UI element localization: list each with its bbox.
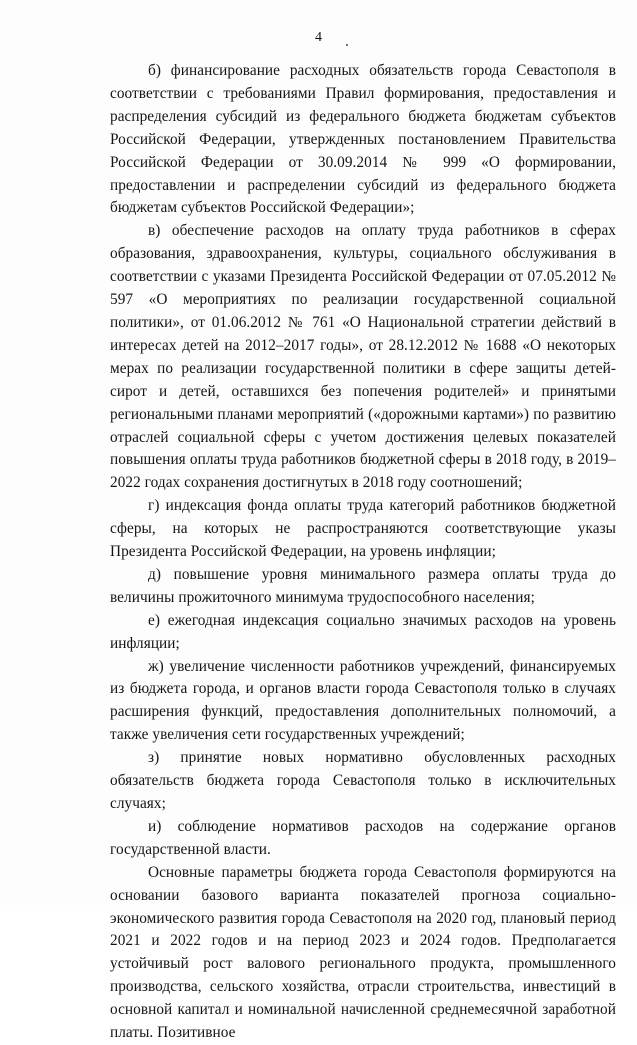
paragraph-main-parameters: Основные параметры бюджета города Севастополя формируются на основании базового варианта показателей прогноза социально-экономического развития города Севастополя на 2020 год, плановый период 2021 и 2022 годов и на период 2023 и 2024 годов. Предполагается устойчивый рост валового регионального продукта, промышленного производства, сельского хозяйства, отрасли строительства, инвестиций в основной капитал и номинальной начисленной среднемесячной заработной платы. Позитивное	[110, 863, 616, 1042]
paragraph-d: д) повышение уровня минимального размера оплаты труда до величины прожиточного минимума трудоспособного населения;	[110, 565, 616, 606]
document-body	[110, 60, 616, 1045]
paragraph-g: г) индексация фонда оплаты труда категорий работников бюджетной сферы, на которых не распространяются соответствующие указы Президента Российской Федерации, на уровень инфляции;	[110, 497, 616, 561]
page-number: 4	[315, 30, 322, 45]
paragraph-v: в) обеспечение расходов на оплату труда работников в сферах образования, здравоохранения, культуры, социального обслуживания в соответствии с указами Президента Российской Федерации от 07.05.2012 № 597 «О мероприятиях по реализации государственной социальной политики», от 01.06.2012 № 761 «О Национальной стратегии действий в интересах детей на 2012–2017 годы», от 28.12.2012 № 1688 «О некоторых мерах по реализации государственной политики в сфере защиты детей-сирот и детей, оставшихся без попечения родителей» и принятыми региональными планами мероприятий («дорожными картами») по развитию отраслей социальной сферы с учетом достижения целевых показателей повышения оплаты труда работников бюджетной сферы в 2018 году, в 2019–2022 годах сохранения достигнутых в 2018 году соотношений;	[110, 222, 616, 492]
paragraph-zh: ж) увеличение численности работников учреждений, финансируемых из бюджета города, и органов власти города Севастополя только в случаях расширения функций, предоставления дополнительных полномочий, а также увеличения сети государственных учреждений;	[110, 657, 616, 744]
paragraph-b: б) финансирование расходных обязательств города Севастополя в соответствии с требованиями Правил формирования, предоставления и распределения субсидий из федерального бюджета бюджетам субъектов Российской Федерации, утвержденных постановлением Правительства Российской Федерации от 30.09.2014 № 999 «О формировании, предоставлении и распределении субсидий из федерального бюджета бюджетам субъектов Российской Федерации»;	[110, 62, 616, 217]
paragraph-e: е) ежегодная индексация социально значимых расходов на уровень инфляции;	[110, 611, 616, 652]
paragraph-i: и) соблюдение нормативов расходов на содержание органов государственной власти.	[110, 817, 616, 858]
paragraph-z: з) принятие новых нормативно обусловленных расходных обязательств бюджета города Севастополя только в исключительных случаях;	[110, 749, 616, 812]
scan-artifact-dot	[346, 44, 348, 46]
